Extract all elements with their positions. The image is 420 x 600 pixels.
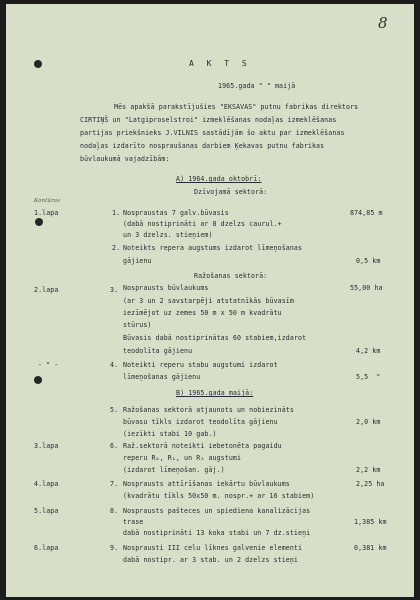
page-ref: 2.lapa (34, 286, 59, 294)
subsection-title: Ražošanas sektorā: (194, 272, 268, 280)
margin-heading: Kontūras (34, 198, 61, 204)
item-value: 4,2 km (356, 347, 381, 355)
item-text: (dabā nostiprināti ar 8 dzelzs caurul.+ (123, 220, 282, 228)
item-text: Noteikts repera augstums izdarot līmeņošanas (123, 244, 303, 252)
item-number: 6. (110, 442, 119, 450)
intro-line: Mēs apakšā parakstījušies "EKSAVAS" putnu fabrikas direktors (114, 103, 359, 111)
item-text: stūrus) (123, 321, 152, 329)
item-value: 0,5 km (356, 257, 381, 265)
item-text: līmeņošanas gājienu (123, 373, 201, 381)
page-ref: 6.lapa (34, 544, 59, 552)
item-number: 8. (110, 507, 119, 515)
item-text: (ar 3 un 2 savstarpēji atstatnīkās būvasīm (123, 297, 294, 305)
item-value: 874,85 m (350, 209, 383, 217)
section-a-title: A) 1964.gada oktobrī: (176, 175, 262, 183)
punch-hole (34, 376, 42, 384)
document-page (6, 4, 414, 597)
item-value: 2,25 ha (356, 480, 385, 488)
intro-line: būvlaukumā vajadzībām: (80, 155, 170, 163)
date-line: 1965.gada " " maijā (218, 82, 296, 90)
item-value: 55,00 ha (350, 284, 383, 292)
section-a-subtitle: Dzīvojamā sektorā: (194, 188, 268, 196)
item-value: 1,385 km (354, 518, 387, 526)
item-value: 2,0 km (356, 418, 381, 426)
item-text: Nosprausts būvlaukums (123, 284, 209, 292)
item-text: reperu R₀, R₁, un R₂ augstumi (123, 454, 242, 462)
page-ref: 5.lapa (34, 507, 59, 515)
item-text: trase (123, 518, 144, 526)
item-number: 5. (110, 406, 119, 414)
punch-hole (34, 60, 42, 68)
item-number: 4. (110, 361, 119, 369)
item-text: gājienu (123, 257, 152, 265)
item-number: 7. (110, 480, 119, 488)
intro-line: nodaļas izdarīto nospraušanas darbiem Ķekavas putnu fabrikas (80, 142, 325, 150)
page-number: 8 (378, 14, 388, 32)
item-number: 3. (110, 286, 119, 294)
item-text: būvasu tīkls izdarot teodolīta gājienu (123, 418, 278, 426)
page-ref: 1.lapa (34, 209, 59, 217)
item-text: Nosprausts pašteces un spiediena kanalizācijas (123, 507, 311, 515)
punch-hole (35, 218, 43, 226)
item-value: 2,2 km (356, 466, 381, 474)
item-text: Nospraustas 7 galv.būvasis (123, 209, 229, 217)
item-number: 1. (112, 209, 121, 217)
page-ref: - " - (38, 361, 59, 369)
intro-line: CIRTIŅŠ un "Latgiproselstroi" izmeklēšanas nodaļas izmeklēšanas (80, 116, 337, 124)
item-text: Būvasis dabā nostiprinātas 60 stabiem,izdarot (123, 334, 307, 342)
item-text: Nosprausti III celu līknes galvenie elementi (123, 544, 303, 552)
item-text: Raž.sektorā noteikti iebetonēta pagaidu (123, 442, 282, 450)
item-text: dabā nostipr. ar 3 stab. un 2 dzelzs stieņi (123, 556, 298, 564)
page-ref: 3.lapa (34, 442, 59, 450)
item-text: (izdarot līmeņošan. gāj.) (123, 466, 225, 474)
intro-line: partijas priekšnieks J.VILNIS sastādījām šo aktu par izmeklēšanas (80, 129, 345, 137)
page-ref: 4.lapa (34, 480, 59, 488)
item-number: 2. (112, 244, 121, 252)
item-number: 9. (110, 544, 119, 552)
item-value: 5,5 " (356, 373, 381, 381)
item-text: dabā nostiprināti 13 koka stabi un 7 dz.stieņi (123, 529, 311, 537)
item-text: Nosprausts attīrīšanas iekārtu būvlaukums (123, 480, 290, 488)
section-b-title: B) 1965.gada maijā: (176, 389, 254, 397)
item-text: (kvadrātu tīkls 50x50 m. nospr.+ ar 16 stabiem) (123, 492, 315, 500)
item-value: 0,381 km (354, 544, 387, 552)
item-text: Noteikti reperu stabu augstumi izdarot (123, 361, 278, 369)
item-text: iezīmējot uz zemes 50 m x 50 m kvadrātu (123, 309, 282, 317)
document-title: A K T S (189, 59, 251, 68)
item-text: un 3 dzelzs. stieņiem) (123, 231, 213, 239)
item-text: Ražošanas sektorā atjaunots un nobiezināts (123, 406, 294, 414)
item-text: (iezīkti stabi 10 gab.) (123, 430, 217, 438)
item-text: teodolīta gājienu (123, 347, 193, 355)
